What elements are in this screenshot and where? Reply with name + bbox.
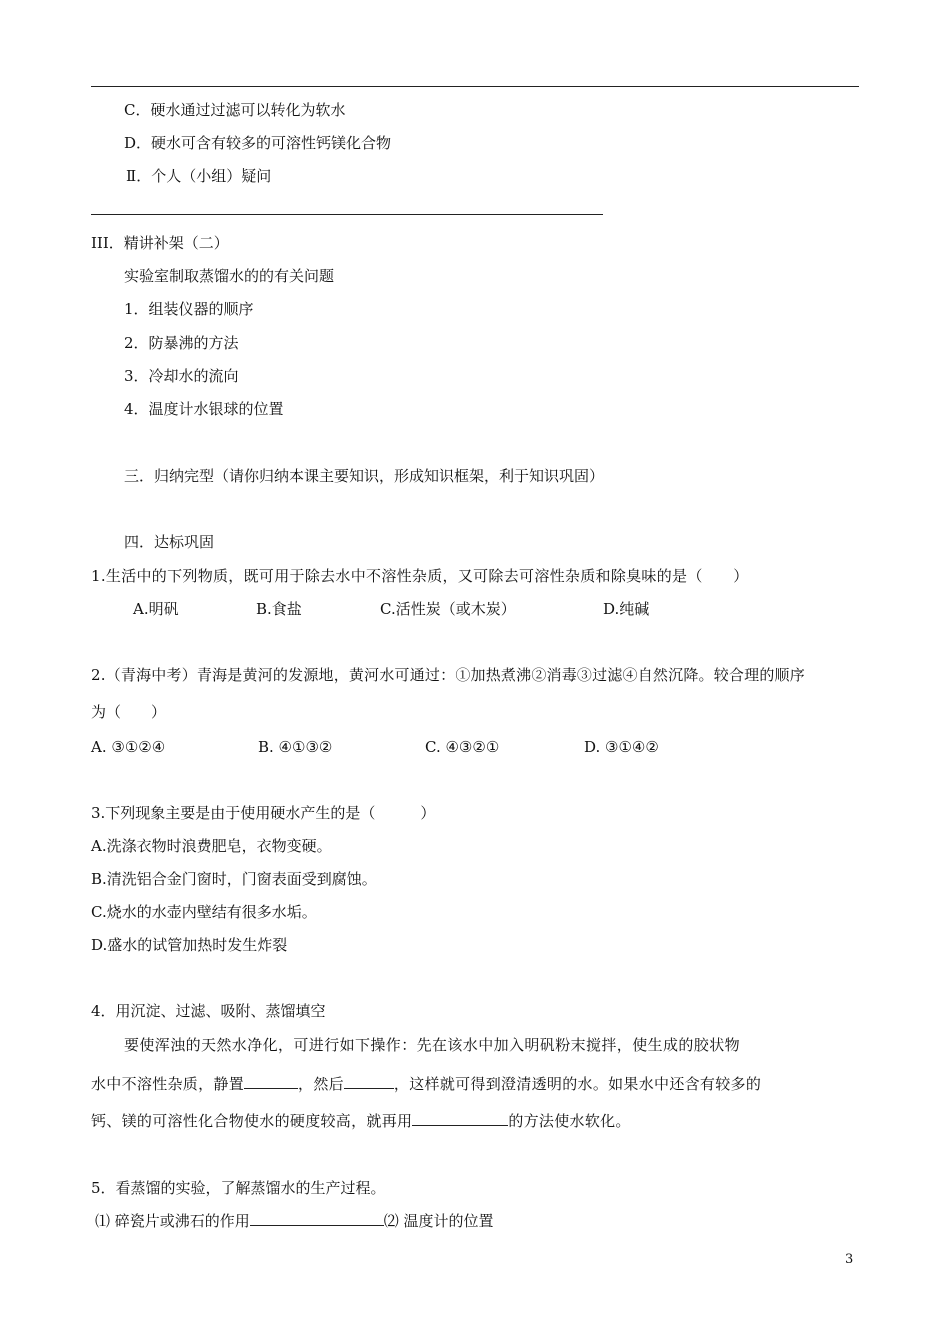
section-iii-intro: 实验室制取蒸馏水的的有关问题 — [124, 267, 335, 285]
question-2-option-c: C. ④③②① — [425, 738, 500, 756]
question-4-text: ，这样就可得到澄清透明的水。如果水中还含有较多的 — [393, 1075, 762, 1093]
question-3-option-a: A.洗涤衣物时浪费肥皂，衣物变硬。 — [91, 837, 332, 855]
section-4-heading: 四．达标巩固 — [124, 533, 215, 551]
question-4-line-2 — [91, 1074, 761, 1094]
list-item: 3．冷却水的流向 — [124, 367, 239, 385]
question-4-text: 钙、镁的可溶性化合物使水的硬度较高，就再用 — [91, 1112, 413, 1130]
section-3-heading: 三．归纳完型（请你归纳本课主要知识，形成知识框架，利于知识巩固） — [124, 467, 605, 485]
question-1-stem: 1.生活中的下列物质，既可用于除去水中不溶性杂质，又可除去可溶性杂质和除臭味的是（ ） — [91, 567, 749, 585]
question-1-option-d: D.纯碱 — [603, 600, 650, 618]
question-3-option-c: C.烧水的水壶内壁结有很多水垢。 — [91, 903, 317, 921]
question-5-stem: 5．看蒸馏的实验，了解蒸馏水的生产过程。 — [91, 1179, 386, 1197]
question-1-option-a: A.明矾 — [133, 600, 179, 618]
section-ii-heading: Ⅱ．个人（小组）疑问 — [126, 167, 272, 185]
question-5-sub-2: ⑵ 温度计的位置 — [383, 1212, 494, 1230]
list-item: 1．组装仪器的顺序 — [124, 300, 254, 318]
question-4-stem: 4．用沉淀、过滤、吸附、蒸馏填空 — [91, 1002, 326, 1020]
answer-blank[interactable] — [250, 1211, 384, 1226]
question-2-option-a: A. ③①②④ — [91, 738, 166, 756]
page-number: 3 — [845, 1252, 854, 1267]
question-3-option-d: D.盛水的试管加热时发生炸裂 — [91, 936, 288, 954]
question-2-option-b: B. ④①③② — [258, 738, 333, 756]
question-answer-line — [91, 214, 603, 215]
question-5-sub-items — [95, 1211, 494, 1231]
question-4-text: ，然后 — [298, 1075, 344, 1093]
option-c: C．硬水通过过滤可以转化为软水 — [124, 101, 346, 119]
question-2-line-1: 2.（青海中考）青海是黄河的发源地，黄河水可通过：①加热煮沸②消毒③过滤④自然沉降。较合理的顺序 — [91, 666, 805, 684]
question-5-sub-1: ⑴ 碎瓷片或沸石的作用 — [95, 1212, 250, 1230]
top-rule — [91, 86, 859, 87]
question-2-option-d: D. ③①④② — [584, 738, 659, 756]
question-4-text: 水中不溶性杂质，静置 — [91, 1075, 245, 1093]
answer-blank[interactable] — [344, 1074, 394, 1089]
question-3-stem: 3.下列现象主要是由于使用硬水产生的是（ ） — [91, 804, 436, 822]
question-1-option-c: C.活性炭（或木炭） — [380, 600, 516, 618]
question-2-line-2: 为（ ） — [91, 703, 167, 721]
question-3-option-b: B.清洗铝合金门窗时，门窗表面受到腐蚀。 — [91, 870, 377, 888]
answer-blank[interactable] — [244, 1074, 298, 1089]
section-iii-heading: III．精讲补架（二） — [91, 234, 229, 252]
option-d: D．硬水可含有较多的可溶性钙镁化合物 — [124, 134, 392, 152]
list-item: 4．温度计水银球的位置 — [124, 400, 284, 418]
question-4-line-1: 要使浑浊的天然水净化，可进行如下操作：先在该水中加入明矾粉末搅拌，使生成的胶状物 — [124, 1036, 741, 1054]
list-item: 2．防暴沸的方法 — [124, 334, 239, 352]
question-4-text: 的方法使水软化。 — [508, 1112, 631, 1130]
question-4-line-3 — [91, 1111, 631, 1131]
question-1-option-b: B.食盐 — [256, 600, 302, 618]
answer-blank[interactable] — [412, 1111, 508, 1126]
